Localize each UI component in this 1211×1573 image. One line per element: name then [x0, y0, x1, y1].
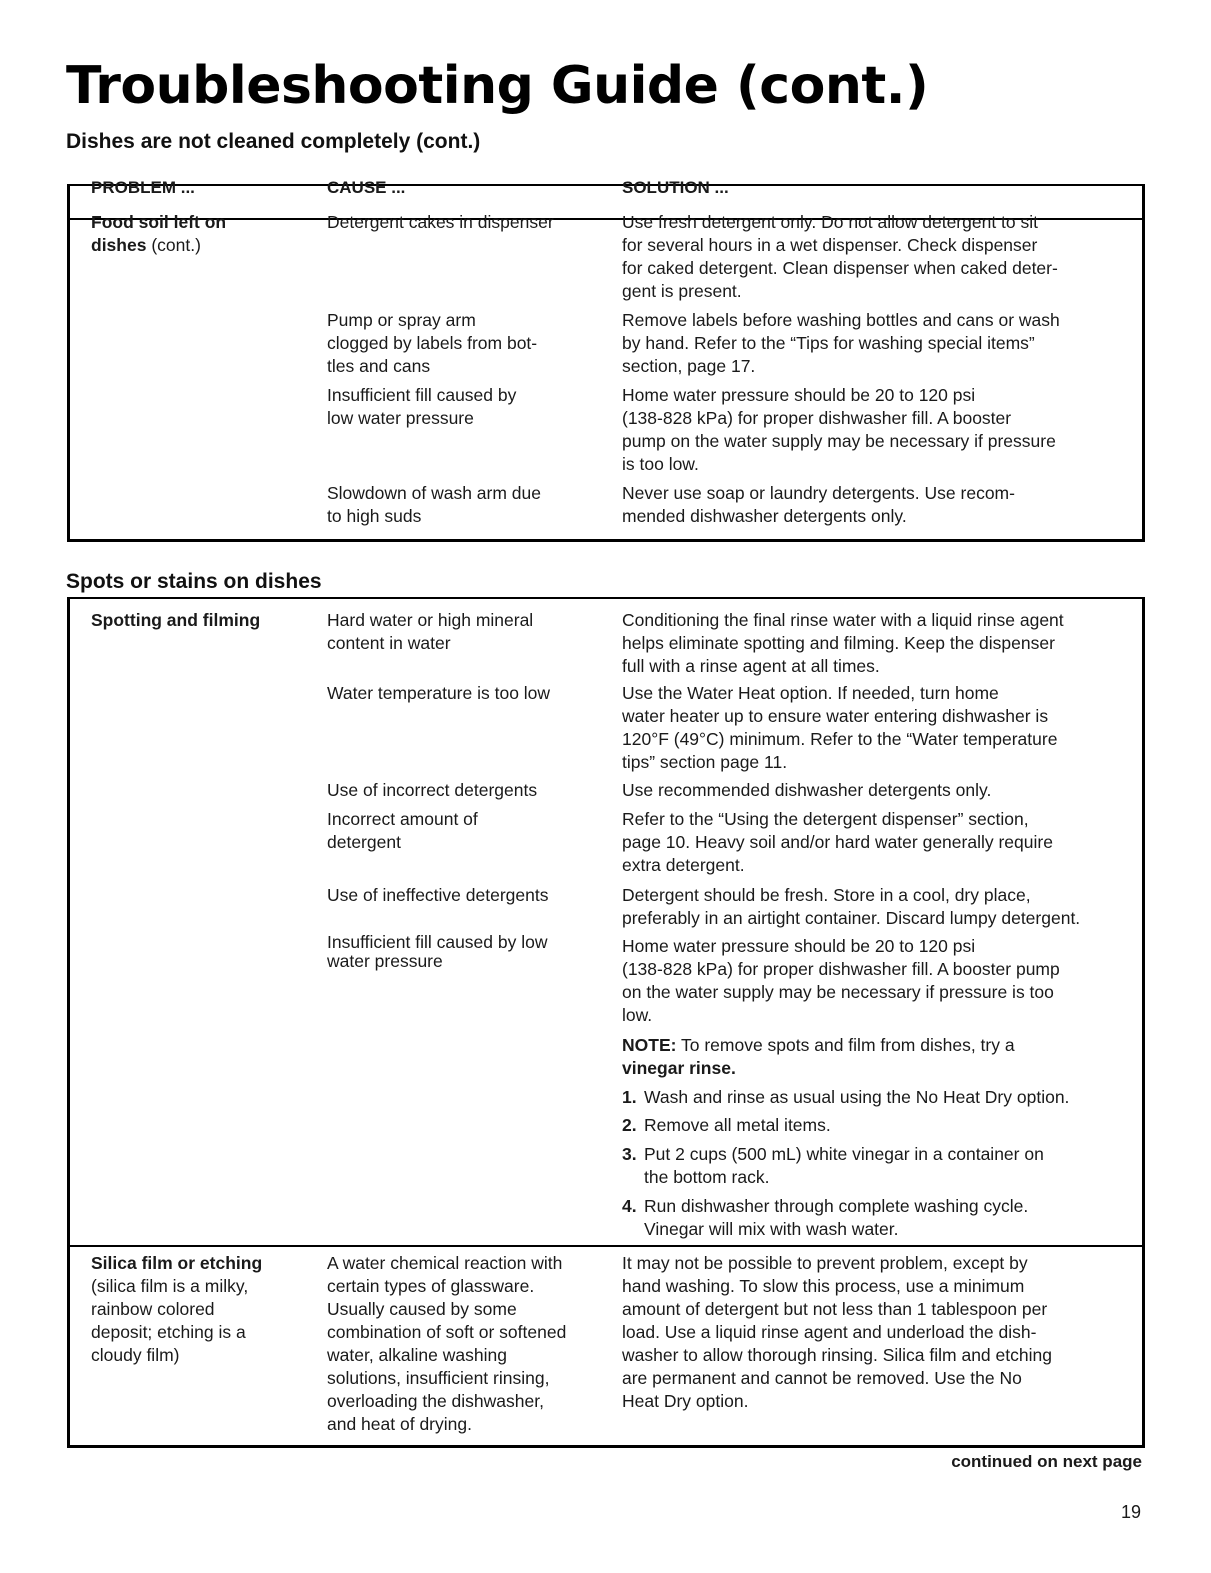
cause-cell: Slowdown of wash arm due to high suds [327, 483, 541, 526]
cause-cell: Insufficient fill caused by low water pressure [327, 932, 548, 971]
problem-food-soil-cont: (cont.) [146, 235, 201, 255]
section-heading-spots: Spots or stains on dishes [66, 570, 322, 593]
cause-cell: Insufficient fill caused by low water pressure [327, 385, 517, 428]
note-label: NOTE: [622, 1035, 677, 1055]
solution-cell: It may not be possible to prevent problem, except by hand washing. To slow this process, use a minimum amount of detergent but not less than 1 tablespoon per load. Use a liquid rinse agent and underload the dish- washer to allow thorough rinsing. Silica film and etching are permanent and cannot be removed. Use the No Heat Dry option. [622, 1253, 1052, 1411]
problem-spotting: Spotting and filming [91, 610, 261, 630]
col-header-solution: SOLUTION ... [622, 178, 729, 197]
page-title: Troubleshooting Guide (cont.) [66, 56, 929, 116]
note-paragraph [622, 1034, 1142, 1080]
cause-cell: Water temperature is too low [327, 683, 551, 703]
table-not-cleaned [67, 178, 1145, 542]
step-number: 1. [622, 1087, 637, 1107]
step-text: Remove all metal items. [644, 1115, 831, 1135]
solution-cell: Use recommended dishwasher detergents only. [622, 780, 992, 800]
step-item [622, 1114, 1137, 1137]
col-header-cause: CAUSE ... [327, 178, 406, 197]
step-text: Run dishwasher through complete washing cycle. Vinegar will mix with wash water. [644, 1196, 1029, 1239]
cause-cell: Incorrect amount of detergent [327, 809, 478, 852]
solution-cell: Use fresh detergent only. Do not allow detergent to sit for several hours in a wet dispenser. Check dispenser for caked detergent. Clean dispenser when caked deter- gent is present. [622, 212, 1058, 301]
cause-cell: A water chemical reaction with certain types of glassware. Usually caused by some combination of soft or softened water, alkaline washing solutions, insufficient rinsing, overloading the dishwasher, and heat of drying. [327, 1253, 567, 1434]
problem-silica-desc: (silica film is a milky, rainbow colored deposit; etching is a cloudy film) [91, 1276, 249, 1365]
problem-food-soil-label: Food soil left on dishes [91, 212, 227, 255]
solution-cell: Home water pressure should be 20 to 120 psi (138-828 kPa) for proper dishwasher fill. A booster pump on the water supply may be necessary if pressure is too low. [622, 385, 1056, 474]
cause-cell: Hard water or high mineral content in water [327, 610, 534, 653]
solution-cell: Never use soap or laundry detergents. Use recom- mended dishwasher detergents only. [622, 483, 1015, 526]
row-divider [70, 1245, 1142, 1247]
col-header-problem: PROBLEM ... [91, 178, 195, 197]
note-text: To remove spots and film from dishes, try a [676, 1035, 1015, 1055]
problem-silica-label: Silica film or etching [91, 1253, 263, 1273]
problem-food-soil [91, 211, 311, 257]
solution-cell: Remove labels before washing bottles and cans or wash by hand. Refer to the “Tips for washing special items” section, page 17. [622, 310, 1060, 376]
page-number: 19 [1121, 1502, 1142, 1522]
step-item [622, 1143, 1137, 1189]
cause-cell: Pump or spray arm clogged by labels from bot- tles and cans [327, 310, 538, 376]
step-text: Wash and rinse as usual using the No Heat Dry option. [644, 1087, 1070, 1107]
step-item [622, 1086, 1137, 1109]
section-heading-not-cleaned: Dishes are not cleaned completely (cont.) [66, 130, 481, 153]
step-number: 2. [622, 1115, 637, 1135]
step-number: 4. [622, 1196, 637, 1216]
table-spots [67, 597, 1145, 1448]
cause-cell: Use of incorrect detergents [327, 780, 538, 800]
step-number: 3. [622, 1144, 637, 1164]
solution-cell: Conditioning the final rinse water with a liquid rinse agent helps eliminate spotting and filming. Keep the dispenser full with a rinse agent at all times. [622, 610, 1064, 676]
continued-note: continued on next page [951, 1452, 1142, 1471]
solution-cell: Refer to the “Using the detergent dispenser” section, page 10. Heavy soil and/or hard water generally require extra detergent. [622, 809, 1053, 875]
problem-silica [91, 1252, 311, 1367]
note-bold: vinegar rinse. [622, 1058, 736, 1078]
step-text: Put 2 cups (500 mL) white vinegar in a container on the bottom rack. [644, 1144, 1044, 1187]
solution-cell: Use the Water Heat option. If needed, turn home water heater up to ensure water entering dishwasher is 120°F (49°C) minimum. Refer to the “Water temperature tips” section page 11. [622, 683, 1058, 772]
cause-cell: Detergent cakes in dispenser [327, 212, 554, 232]
cause-cell: Use of ineffective detergents [327, 885, 549, 905]
step-item [622, 1195, 1137, 1241]
solution-cell: Detergent should be fresh. Store in a cool, dry place, preferably in an airtight container. Discard lumpy detergent. [622, 885, 1081, 928]
solution-cell: Home water pressure should be 20 to 120 psi (138-828 kPa) for proper dishwasher fill. A booster pump on the water supply may be necessary if pressure is too low. [622, 936, 1060, 1025]
